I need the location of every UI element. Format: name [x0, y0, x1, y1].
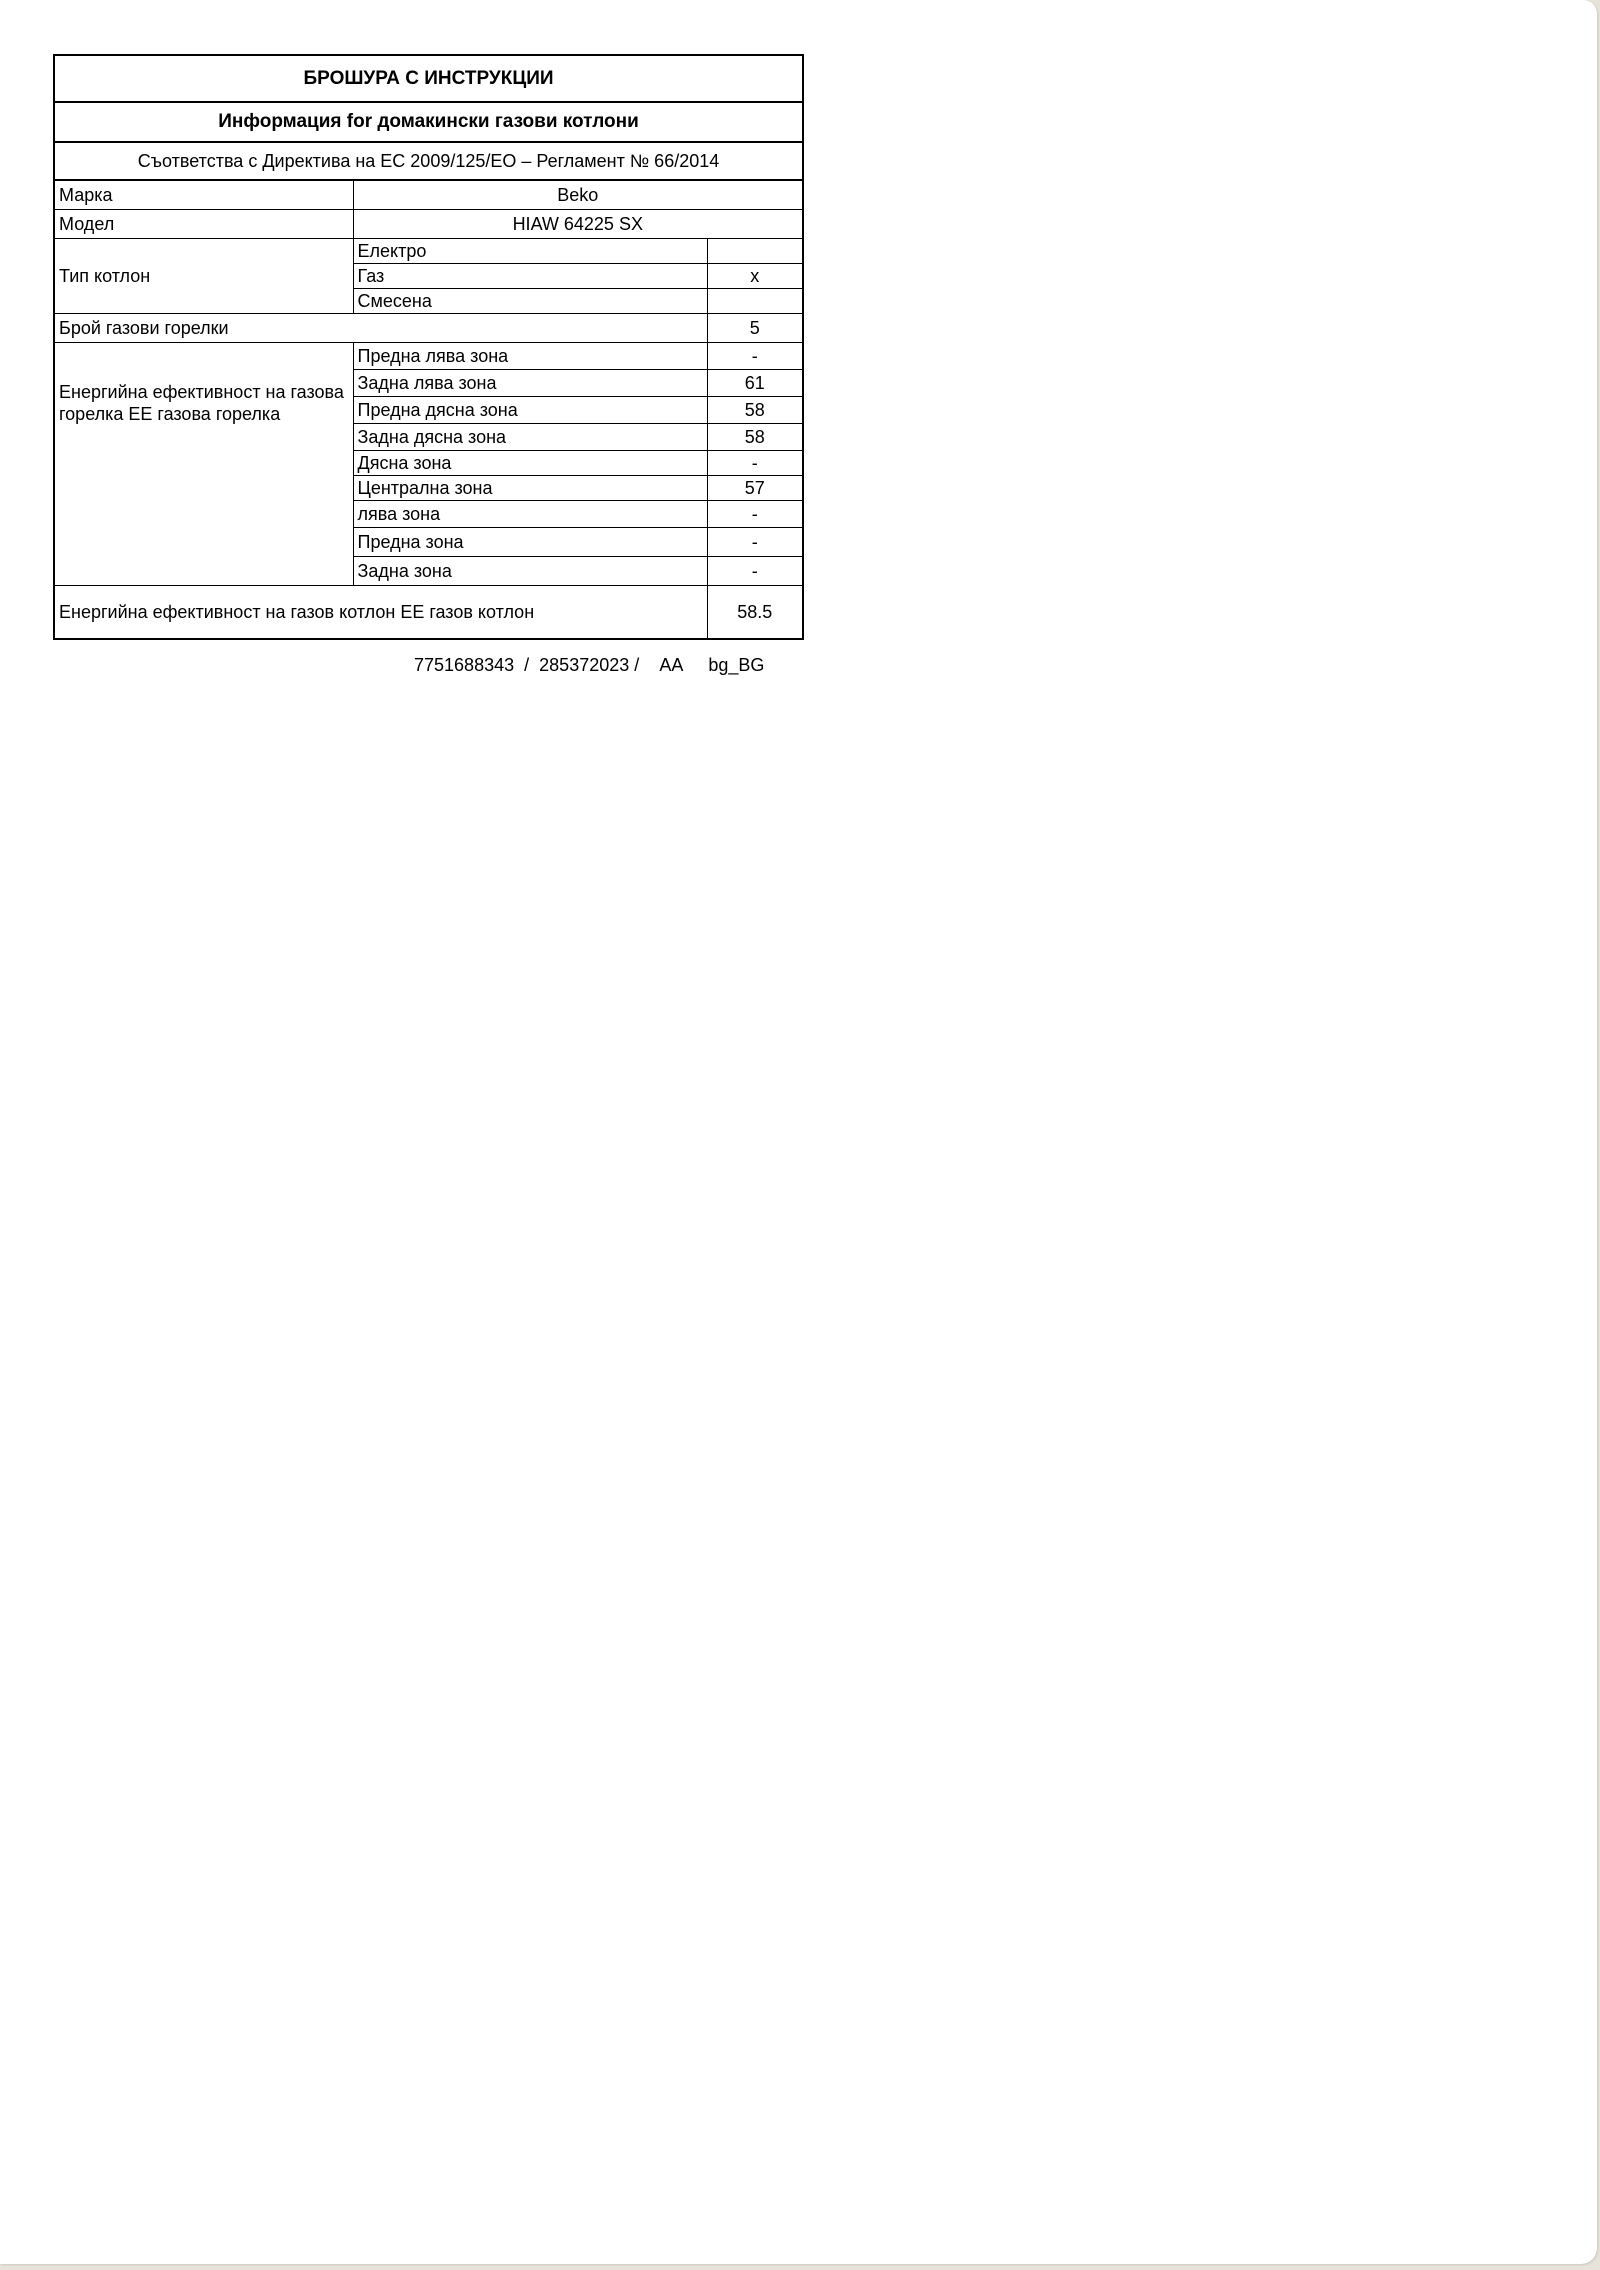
zone-value: - — [707, 343, 803, 370]
footer-code: 7751688343 — [414, 655, 515, 675]
table-row-brand — [54, 180, 803, 210]
burners-label: Брой газови горелки — [54, 314, 707, 343]
burner-efficiency-label: Енергийна ефективност на газова горелка EE газова горелка — [54, 343, 353, 586]
compliance-text: Съответства с Директива на ЕС 2009/125/ЕО – Регламент № 66/2014 — [54, 142, 803, 180]
table-row-hob-type — [54, 239, 803, 264]
zone-name: лява зона — [353, 501, 707, 528]
zone-value: 61 — [707, 370, 803, 397]
document-subtitle: Информация for домакински газови котлони — [54, 102, 803, 142]
zone-value: 58 — [707, 424, 803, 451]
brand-label: Марка — [54, 180, 353, 210]
hob-type-option-value: x — [707, 264, 803, 289]
zone-value: - — [707, 451, 803, 476]
zone-name: Предна лява зона — [353, 343, 707, 370]
table-row-burners — [54, 314, 803, 343]
zone-value: 58 — [707, 397, 803, 424]
zone-value: - — [707, 528, 803, 557]
footer-separator: / — [524, 655, 530, 675]
hob-type-option-name: Електро — [353, 239, 707, 264]
footer-number: 285372023 — [539, 655, 630, 675]
model-value: HIAW 64225 SX — [353, 210, 803, 239]
hob-type-option-value — [707, 289, 803, 314]
document-title: БРОШУРА С ИНСТРУКЦИИ — [54, 55, 803, 102]
table-row-zone — [54, 343, 803, 370]
zone-name: Задна дясна зона — [353, 424, 707, 451]
hob-type-option-value — [707, 239, 803, 264]
zone-name: Задна зона — [353, 557, 707, 586]
table-row-hob-efficiency — [54, 586, 803, 640]
model-label: Модел — [54, 210, 353, 239]
zone-value: - — [707, 501, 803, 528]
zone-name: Дясна зона — [353, 451, 707, 476]
burners-value: 5 — [707, 314, 803, 343]
product-info-table — [53, 54, 804, 640]
zone-name: Предна зона — [353, 528, 707, 557]
zone-value: 57 — [707, 476, 803, 501]
hob-type-label: Тип котлон — [54, 239, 353, 314]
footer-locale: bg_BG — [708, 655, 765, 675]
zone-name: Предна дясна зона — [353, 397, 707, 424]
footer-separator: / — [634, 655, 640, 675]
hob-type-option-name: Газ — [353, 264, 707, 289]
hob-efficiency-label: Енергийна ефективност на газов котлон EE газов котлон — [54, 586, 707, 640]
zone-value: - — [707, 557, 803, 586]
table-row-model — [54, 210, 803, 239]
footer-version: AA — [659, 655, 684, 675]
hob-efficiency-value: 58.5 — [707, 586, 803, 640]
brand-value: Beko — [353, 180, 803, 210]
hob-type-option-name: Смесена — [353, 289, 707, 314]
zone-name: Централна зона — [353, 476, 707, 501]
document-footer — [414, 655, 764, 676]
zone-name: Задна лява зона — [353, 370, 707, 397]
